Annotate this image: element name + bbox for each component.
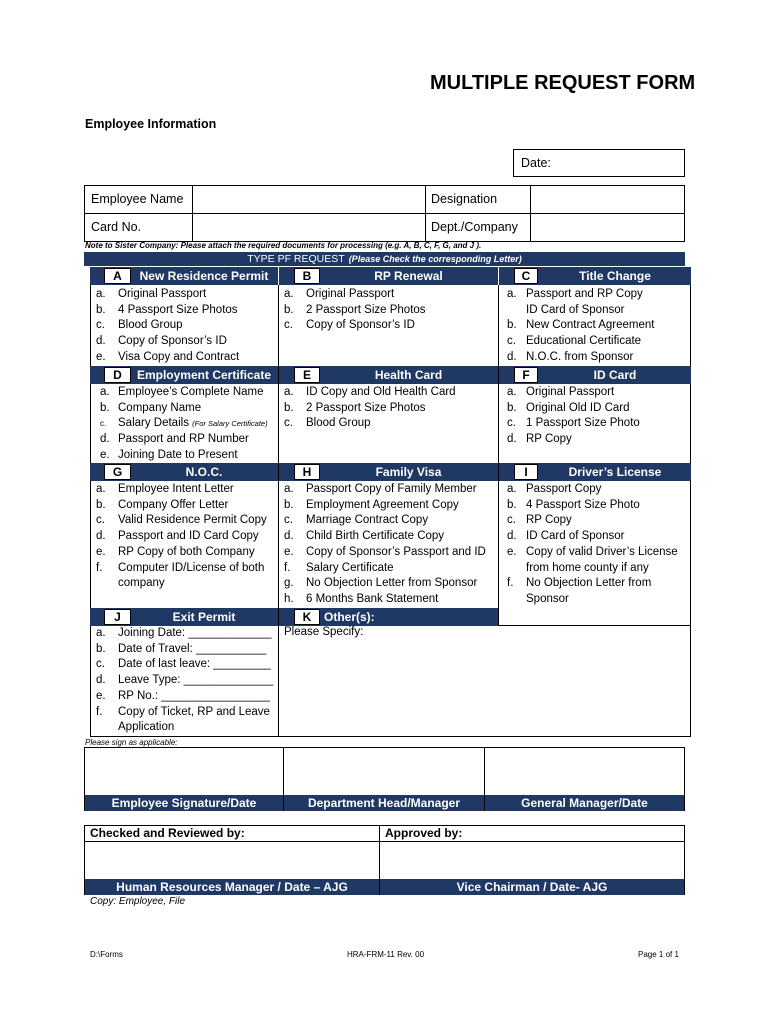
list-text: Salary Details xyxy=(118,417,189,430)
section-c-letter: C xyxy=(521,269,531,283)
employee-name-label: Employee Name xyxy=(91,192,184,206)
copy-note: Copy: Employee, File xyxy=(90,896,186,907)
list-marker: e. xyxy=(96,689,106,702)
section-h-checkbox[interactable] xyxy=(294,464,320,480)
list-marker: c. xyxy=(100,419,107,429)
list-text: RP Copy of both Company xyxy=(118,545,255,558)
list-text: Company Name xyxy=(118,401,202,414)
list-text: Original Old ID Card xyxy=(526,401,630,414)
list-marker: b. xyxy=(507,498,517,511)
list-item xyxy=(284,287,494,303)
list-item xyxy=(96,529,278,545)
list-item xyxy=(100,448,278,464)
list-text: ID Card of Sponsor xyxy=(526,303,625,316)
employee-name-input[interactable] xyxy=(193,186,425,213)
list-text: Copy of Sponsor’s Passport and ID xyxy=(306,545,486,558)
list-item xyxy=(507,350,691,366)
designation-input[interactable] xyxy=(531,186,684,213)
list-item xyxy=(284,385,494,401)
section-h-list xyxy=(284,482,498,608)
list-marker: b. xyxy=(100,401,110,414)
list-marker: b. xyxy=(507,319,517,332)
list-text: Blood Group xyxy=(118,319,183,332)
list-marker: f. xyxy=(96,705,103,718)
list-item xyxy=(507,416,691,432)
list-marker: d. xyxy=(507,433,517,446)
list-item xyxy=(284,416,494,432)
list-item xyxy=(507,303,691,319)
list-text: Company Offer Letter xyxy=(118,498,229,511)
list-text: Date of Travel: ___________ xyxy=(118,642,267,655)
list-item xyxy=(507,318,691,334)
list-text: No Objection Letter from xyxy=(526,577,652,590)
list-item xyxy=(507,498,691,514)
list-text: Application xyxy=(118,721,175,734)
list-item xyxy=(96,287,278,303)
list-marker: f. xyxy=(96,561,103,574)
list-text: Copy of valid Driver’s License xyxy=(526,545,678,558)
list-marker: c. xyxy=(284,514,293,527)
list-marker: c. xyxy=(96,514,105,527)
list-marker: a. xyxy=(284,386,294,398)
section-f-list xyxy=(507,385,691,448)
section-g-letter: G xyxy=(112,465,123,479)
list-text: No Objection Letter from Sponsor xyxy=(306,577,478,590)
list-item xyxy=(96,626,278,642)
section-subtitle: Employee Information xyxy=(85,117,217,131)
list-item xyxy=(284,303,494,319)
section-d-letter: D xyxy=(113,368,122,382)
section-i-list xyxy=(507,482,691,608)
list-marker: a. xyxy=(100,386,110,398)
list-item xyxy=(284,592,498,608)
list-item xyxy=(507,529,691,545)
approved-by-area[interactable] xyxy=(380,842,684,878)
list-text: Passport Copy xyxy=(526,483,602,495)
section-h-letter: H xyxy=(302,465,312,479)
list-item xyxy=(96,545,278,561)
section-k-letter: K xyxy=(302,610,312,624)
list-marker: c. xyxy=(96,658,105,671)
employee-info-table xyxy=(84,185,685,242)
list-item xyxy=(507,545,691,561)
list-marker: a. xyxy=(507,483,517,495)
salary-note: (For Salary Certificate) xyxy=(192,419,268,429)
list-text: Copy of Ticket, RP and Leave xyxy=(118,705,270,718)
list-text: Employment Agreement Copy xyxy=(306,498,459,511)
list-marker: e. xyxy=(100,448,110,461)
general-manager-label: General Manager/Date xyxy=(485,795,684,811)
list-item xyxy=(507,513,691,529)
list-text: Employee’s Complete Name xyxy=(118,386,264,398)
list-marker xyxy=(507,561,526,577)
dept-company-input[interactable] xyxy=(531,214,684,241)
card-no-label: Card No. xyxy=(91,220,142,234)
list-text: Child Birth Certificate Copy xyxy=(306,530,445,543)
list-marker: c. xyxy=(507,417,516,430)
list-text: Original Passport xyxy=(306,288,395,300)
list-marker: e. xyxy=(96,350,106,363)
list-text: RP No.: _________________ xyxy=(118,689,270,702)
section-k-checkbox[interactable] xyxy=(294,609,320,625)
list-text: Passport Copy of Family Member xyxy=(306,483,477,495)
section-g-list xyxy=(96,482,278,592)
list-marker: d. xyxy=(507,350,517,363)
list-marker: f. xyxy=(284,561,291,574)
list-marker: a. xyxy=(507,386,517,398)
request-type-title: TYPE PF REQUEST xyxy=(247,253,345,265)
list-marker: f. xyxy=(507,577,514,590)
list-marker: e. xyxy=(507,545,517,558)
list-text: company xyxy=(118,577,165,590)
list-item xyxy=(284,529,498,545)
checked-reviewed-label: Checked and Reviewed by: xyxy=(90,826,245,840)
list-marker xyxy=(507,592,526,608)
list-text: 2 Passport Size Photos xyxy=(306,401,426,414)
list-text: RP Copy xyxy=(526,514,572,527)
approved-by-label: Approved by: xyxy=(385,826,463,840)
section-e-title: Health Card xyxy=(374,368,443,382)
section-f-title: ID Card xyxy=(593,368,637,382)
list-marker: b. xyxy=(96,642,106,655)
list-marker: b. xyxy=(284,401,294,414)
list-item xyxy=(100,401,278,417)
section-f-checkbox[interactable] xyxy=(514,367,538,383)
department-head-signature-area[interactable] xyxy=(284,748,484,794)
list-marker: b. xyxy=(284,303,294,316)
list-item xyxy=(507,385,691,401)
list-marker: a. xyxy=(96,483,106,495)
list-item xyxy=(96,334,278,350)
checked-reviewed-area[interactable] xyxy=(85,842,379,878)
section-g-title: N.O.C. xyxy=(185,465,223,479)
list-text: Visa Copy and Contract xyxy=(118,350,240,363)
list-item xyxy=(507,482,691,498)
list-text: 4 Passport Size Photos xyxy=(118,303,238,316)
list-item xyxy=(507,561,691,577)
list-marker: g. xyxy=(284,577,294,590)
date-field[interactable] xyxy=(513,149,685,177)
list-item xyxy=(100,385,278,401)
section-d-list xyxy=(100,385,278,464)
list-item xyxy=(96,705,278,721)
list-marker: c. xyxy=(96,319,105,332)
list-marker: b. xyxy=(96,498,106,511)
list-text: ID Copy and Old Health Card xyxy=(306,386,456,398)
list-text: Copy of Sponsor’s ID xyxy=(118,335,227,348)
list-item xyxy=(507,334,691,350)
section-j-title: Exit Permit xyxy=(172,610,236,624)
list-text: Joining Date: _____________ xyxy=(118,627,272,639)
list-item xyxy=(284,401,494,417)
section-a-title: New Residence Permit xyxy=(139,269,269,283)
list-item xyxy=(96,513,278,529)
section-a-letter: A xyxy=(113,269,122,283)
hr-manager-label: Human Resources Manager / Date – AJG xyxy=(85,879,379,895)
list-item xyxy=(284,318,494,334)
list-text: Educational Certificate xyxy=(526,335,642,348)
section-f-letter: F xyxy=(522,368,530,382)
general-manager-signature-area[interactable] xyxy=(485,748,684,794)
sister-company-note: Note to Sister Company: Please attach the required documents for processing (e.g. A, B, C, F, G, and J ). xyxy=(85,241,482,250)
list-marker: a. xyxy=(96,627,106,639)
list-item xyxy=(284,498,498,514)
section-j-letter: J xyxy=(114,610,121,624)
section-a-checkbox[interactable] xyxy=(104,268,131,284)
section-a-list xyxy=(96,287,278,366)
list-text: Original Passport xyxy=(526,386,615,398)
list-text: N.O.C. from Sponsor xyxy=(526,350,634,363)
section-g-checkbox[interactable] xyxy=(104,464,131,480)
list-marker xyxy=(96,720,118,736)
list-marker: d. xyxy=(100,433,110,446)
request-type-header xyxy=(84,252,685,266)
employee-signature-label: Employee Signature/Date xyxy=(85,795,283,811)
list-item xyxy=(96,303,278,319)
section-i-checkbox[interactable] xyxy=(514,464,538,480)
list-item xyxy=(100,416,278,432)
list-text: Passport and RP Number xyxy=(118,433,249,446)
list-marker: c. xyxy=(284,417,293,430)
list-text: Marriage Contract Copy xyxy=(306,514,429,527)
list-text: 6 Months Bank Statement xyxy=(306,592,439,605)
list-marker: c. xyxy=(507,514,516,527)
list-text: Sponsor xyxy=(526,592,569,605)
list-item xyxy=(96,498,278,514)
list-text: Passport and RP Copy xyxy=(526,288,643,300)
list-marker: a. xyxy=(507,288,517,300)
list-text: 1 Passport Size Photo xyxy=(526,417,640,430)
section-b-title: RP Renewal xyxy=(374,269,443,283)
section-e-list xyxy=(284,385,494,432)
list-marker: d. xyxy=(507,530,517,543)
other-specify-label: Please Specify: xyxy=(284,626,364,638)
list-marker: b. xyxy=(507,401,517,414)
section-h-title: Family Visa xyxy=(375,465,442,479)
list-marker: h. xyxy=(284,592,294,605)
list-item xyxy=(284,576,498,592)
request-type-instruction: (Please Check the corresponding Letter) xyxy=(348,254,522,264)
list-text: ID Card of Sponsor xyxy=(526,530,625,543)
list-item xyxy=(96,576,278,592)
list-text: 4 Passport Size Photo xyxy=(526,498,640,511)
sign-note: Please sign as applicable: xyxy=(85,738,178,747)
dept-company-label: Dept./Company xyxy=(431,220,518,234)
list-text: Joining Date to Present xyxy=(118,448,238,461)
list-marker: a. xyxy=(284,288,294,300)
list-text: 2 Passport Size Photos xyxy=(306,303,426,316)
list-text: Employee Intent Letter xyxy=(118,483,234,495)
list-item xyxy=(96,642,278,658)
list-marker: d. xyxy=(96,674,106,687)
list-text: RP Copy xyxy=(526,433,572,446)
list-text: Original Passport xyxy=(118,288,207,300)
list-item xyxy=(96,720,278,736)
list-marker: d. xyxy=(284,530,294,543)
list-marker: e. xyxy=(96,545,106,558)
list-marker: d. xyxy=(96,335,106,348)
designation-label: Designation xyxy=(431,192,498,206)
section-d-title: Employment Certificate xyxy=(136,368,272,382)
section-k-title: Other(s): xyxy=(324,610,375,624)
section-c-title: Title Change xyxy=(579,269,651,283)
footer-form-code: HRA-FRM-11 Rev. 00 xyxy=(347,950,425,959)
list-item xyxy=(96,350,278,366)
list-marker: a. xyxy=(284,483,294,495)
list-item xyxy=(96,657,278,673)
section-b-letter: B xyxy=(302,269,312,283)
card-no-input[interactable] xyxy=(193,214,425,241)
list-text: from home county if any xyxy=(526,561,649,574)
list-item xyxy=(284,545,498,561)
section-j-list xyxy=(96,626,278,736)
section-c-list xyxy=(507,287,691,366)
list-text: Leave Type: ______________ xyxy=(118,674,274,687)
list-text: New Contract Agreement xyxy=(526,319,655,332)
list-text: Computer ID/License of both xyxy=(118,561,265,574)
section-e-letter: E xyxy=(302,368,311,382)
list-text: Blood Group xyxy=(306,417,371,430)
list-marker: a. xyxy=(96,288,106,300)
list-marker: b. xyxy=(284,498,294,511)
list-item xyxy=(96,689,278,705)
section-e-checkbox[interactable] xyxy=(294,367,320,383)
page-title: MULTIPLE REQUEST FORM xyxy=(430,72,696,94)
list-marker: d. xyxy=(96,530,106,543)
list-text: Copy of Sponsor’s ID xyxy=(306,319,415,332)
list-marker: c. xyxy=(507,335,516,348)
list-item xyxy=(284,482,498,498)
footer-page-number: Page 1 of 1 xyxy=(638,950,679,959)
list-item xyxy=(96,318,278,334)
list-item xyxy=(507,287,691,303)
employee-signature-area[interactable] xyxy=(85,748,283,794)
section-j-checkbox[interactable] xyxy=(104,609,131,625)
list-item xyxy=(284,513,498,529)
list-item xyxy=(96,673,278,689)
list-marker: c. xyxy=(284,319,293,332)
list-item xyxy=(507,401,691,417)
other-specify-input[interactable] xyxy=(279,642,690,736)
list-item xyxy=(96,482,278,498)
list-item xyxy=(507,432,691,448)
list-text: Date of last leave: _________ xyxy=(118,658,271,671)
section-b-list xyxy=(284,287,494,334)
list-marker xyxy=(507,303,526,319)
list-item xyxy=(507,576,691,592)
department-head-label: Department Head/Manager xyxy=(284,795,484,811)
date-label: Date: xyxy=(521,156,551,170)
list-item xyxy=(507,592,691,608)
list-marker xyxy=(96,576,118,592)
section-i-letter: I xyxy=(524,465,528,479)
list-text: Salary Certificate xyxy=(306,561,394,574)
list-text: Valid Residence Permit Copy xyxy=(118,514,267,527)
section-c-checkbox[interactable] xyxy=(514,268,538,284)
list-text: Passport and ID Card Copy xyxy=(118,530,259,543)
section-d-checkbox[interactable] xyxy=(104,367,131,383)
footer-path: D:\Forms xyxy=(90,950,123,959)
list-marker: b. xyxy=(96,303,106,316)
list-marker: e. xyxy=(284,545,294,558)
list-item xyxy=(284,561,498,577)
section-i-title: Driver’s License xyxy=(568,465,662,479)
list-item xyxy=(100,432,278,448)
vice-chairman-label: Vice Chairman / Date- AJG xyxy=(380,879,684,895)
list-item xyxy=(96,561,278,577)
section-b-checkbox[interactable] xyxy=(294,268,320,284)
